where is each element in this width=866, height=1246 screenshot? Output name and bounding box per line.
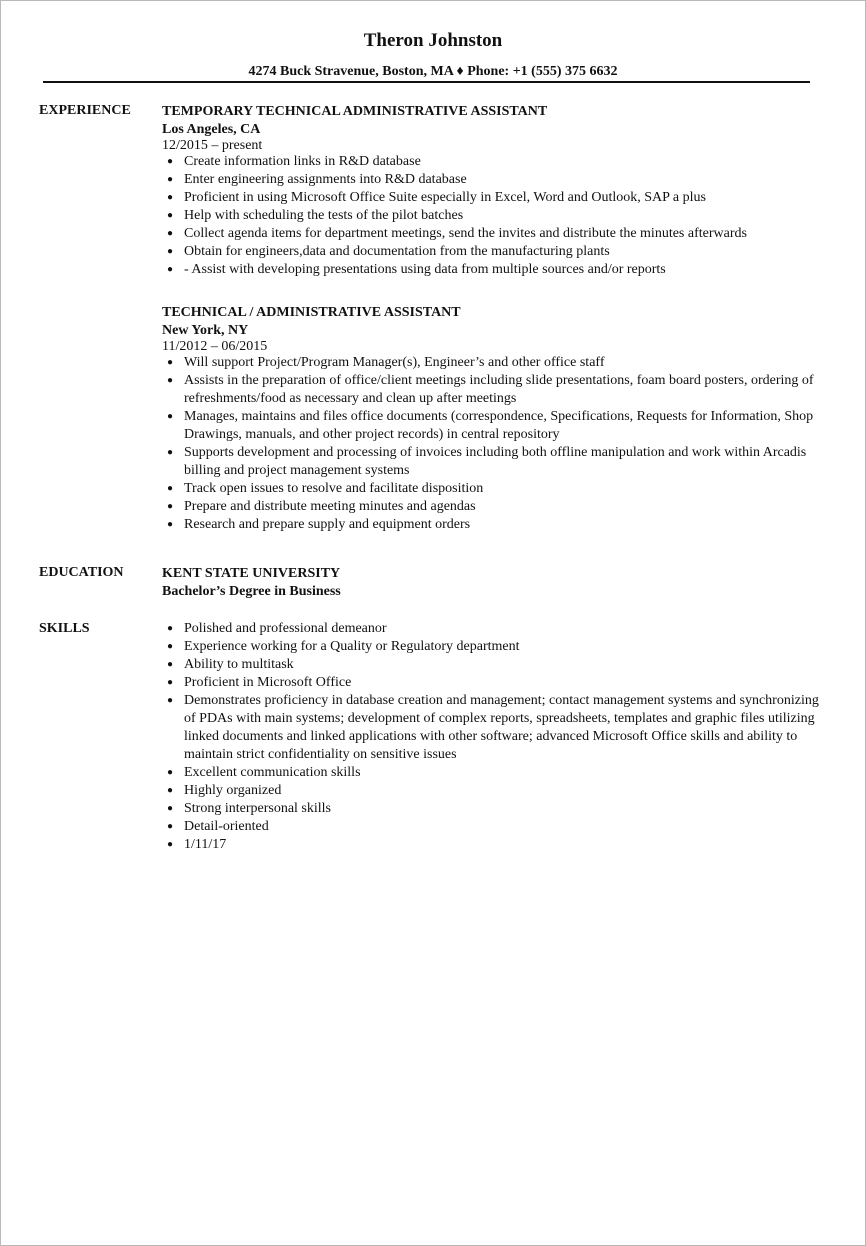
job-duties-list — [162, 153, 822, 279]
skills-body — [162, 620, 822, 854]
job-entry — [162, 304, 822, 534]
job-entry — [162, 103, 822, 279]
list-item-text: Highly organized — [184, 783, 282, 798]
job-dates: 11/2012 – 06/2015 — [162, 339, 268, 354]
job-location: Los Angeles, CA — [162, 122, 261, 137]
list-item — [162, 189, 822, 207]
list-item-text: Experience working for a Quality or Regulatory department — [184, 639, 520, 654]
bullet-icon: ● — [167, 501, 174, 512]
list-item-text: Assists in the preparation of office/client meetings including slide presentations, foam board posters, ordering of refreshments/food as necessary and clean up after meetings — [184, 373, 814, 406]
list-item — [162, 498, 822, 516]
bullet-icon: ● — [167, 264, 174, 275]
list-item — [162, 764, 822, 782]
list-item — [162, 782, 822, 800]
list-item — [162, 171, 822, 189]
list-item — [162, 207, 822, 225]
contact-line: 4274 Buck Stravenue, Boston, MA ♦ Phone: +1 (555) 375 6632 — [248, 64, 618, 79]
skills-heading: SKILLS — [39, 621, 90, 636]
list-item-text: Create information links in R&D database — [184, 154, 421, 169]
bullet-icon: ● — [167, 447, 174, 458]
list-item-text: Research and prepare supply and equipment orders — [184, 517, 471, 532]
skills-list — [162, 620, 822, 854]
bullet-icon: ● — [167, 641, 174, 652]
bullet-icon: ● — [167, 246, 174, 257]
list-item — [162, 836, 822, 854]
bullet-icon: ● — [167, 767, 174, 778]
bullet-icon: ● — [167, 483, 174, 494]
job-dates: 12/2015 – present — [162, 138, 263, 153]
list-item-text: Ability to multitask — [184, 657, 294, 672]
bullet-icon: ● — [167, 677, 174, 688]
school-name: KENT STATE UNIVERSITY — [162, 566, 341, 581]
list-item — [162, 516, 822, 534]
list-item — [162, 261, 822, 279]
list-item — [162, 620, 822, 638]
list-item-text: Proficient in using Microsoft Office Suite especially in Excel, Word and Outlook, SAP a plus — [184, 190, 706, 205]
bullet-icon: ● — [167, 821, 174, 832]
bullet-icon: ● — [167, 695, 174, 706]
list-item — [162, 372, 822, 408]
candidate-name: Theron Johnston — [363, 30, 503, 51]
list-item — [162, 692, 822, 764]
job-duties-list — [162, 354, 822, 534]
bullet-icon: ● — [167, 411, 174, 422]
bullet-icon: ● — [167, 375, 174, 386]
list-item-text: Strong interpersonal skills — [184, 801, 331, 816]
list-item — [162, 153, 822, 171]
education-heading: EDUCATION — [39, 565, 124, 580]
header-divider — [43, 81, 810, 83]
list-item — [162, 818, 822, 836]
list-item-text: 1/11/17 — [184, 837, 227, 852]
bullet-icon: ● — [167, 174, 174, 185]
bullet-icon: ● — [167, 785, 174, 796]
list-item — [162, 480, 822, 498]
list-item — [162, 354, 822, 372]
list-item — [162, 444, 822, 480]
list-item-text: Collect agenda items for department meetings, send the invites and distribute the minutes afterwards — [184, 226, 747, 241]
list-item-text: Obtain for engineers,data and documentation from the manufacturing plants — [184, 244, 610, 259]
experience-body — [162, 102, 822, 534]
job-location: New York, NY — [162, 323, 249, 338]
bullet-icon: ● — [167, 519, 174, 530]
job-title: TECHNICAL / ADMINISTRATIVE ASSISTANT — [162, 305, 461, 320]
job-title: TEMPORARY TECHNICAL ADMINISTRATIVE ASSISTANT — [162, 104, 548, 119]
list-item — [162, 800, 822, 818]
list-item-text: Proficient in Microsoft Office — [184, 675, 352, 690]
list-item — [162, 638, 822, 656]
list-item-text: Excellent communication skills — [184, 765, 361, 780]
experience-heading: EXPERIENCE — [39, 103, 131, 118]
list-item — [162, 408, 822, 444]
bullet-icon: ● — [167, 228, 174, 239]
list-item — [162, 243, 822, 261]
list-item-text: Track open issues to resolve and facilitate disposition — [184, 481, 484, 496]
list-item-text: Detail-oriented — [184, 819, 269, 834]
bullet-icon: ● — [167, 659, 174, 670]
list-item-text: Manages, maintains and files office documents (correspondence, Specifications, Requests for Information, Shop Drawings, manuals, and other project records) in central repository — [184, 409, 814, 442]
bullet-icon: ● — [167, 192, 174, 203]
list-item-text: Supports development and processing of invoices including both offline manipulation and work within Arcadis billing and project management systems — [184, 445, 807, 478]
bullet-icon: ● — [167, 156, 174, 167]
list-item-text: Demonstrates proficiency in database creation and management; contact management systems and synchronizing of PDAs with main systems; development of complex reports, spreadsheets, templates and graphic files utilizing linked documents and linked applications with other software; advanced Microsoft Office skills and ability to maintain strict confidentiality on sensitive issues — [184, 693, 819, 762]
bullet-icon: ● — [167, 357, 174, 368]
bullet-icon: ● — [167, 210, 174, 221]
list-item-text: - Assist with developing presentations using data from multiple sources and/or reports — [184, 262, 666, 277]
list-item — [162, 656, 822, 674]
list-item-text: Will support Project/Program Manager(s), Engineer’s and other office staff — [184, 355, 605, 370]
degree: Bachelor’s Degree in Business — [162, 584, 341, 599]
bullet-icon: ● — [167, 839, 174, 850]
list-item-text: Help with scheduling the tests of the pilot batches — [184, 208, 464, 223]
list-item — [162, 674, 822, 692]
list-item-text: Prepare and distribute meeting minutes and agendas — [184, 499, 476, 514]
bullet-icon: ● — [167, 803, 174, 814]
education-body — [162, 564, 822, 600]
list-item — [162, 225, 822, 243]
list-item-text: Polished and professional demeanor — [184, 621, 387, 636]
list-item-text: Enter engineering assignments into R&D database — [184, 172, 467, 187]
bullet-icon: ● — [167, 623, 174, 634]
